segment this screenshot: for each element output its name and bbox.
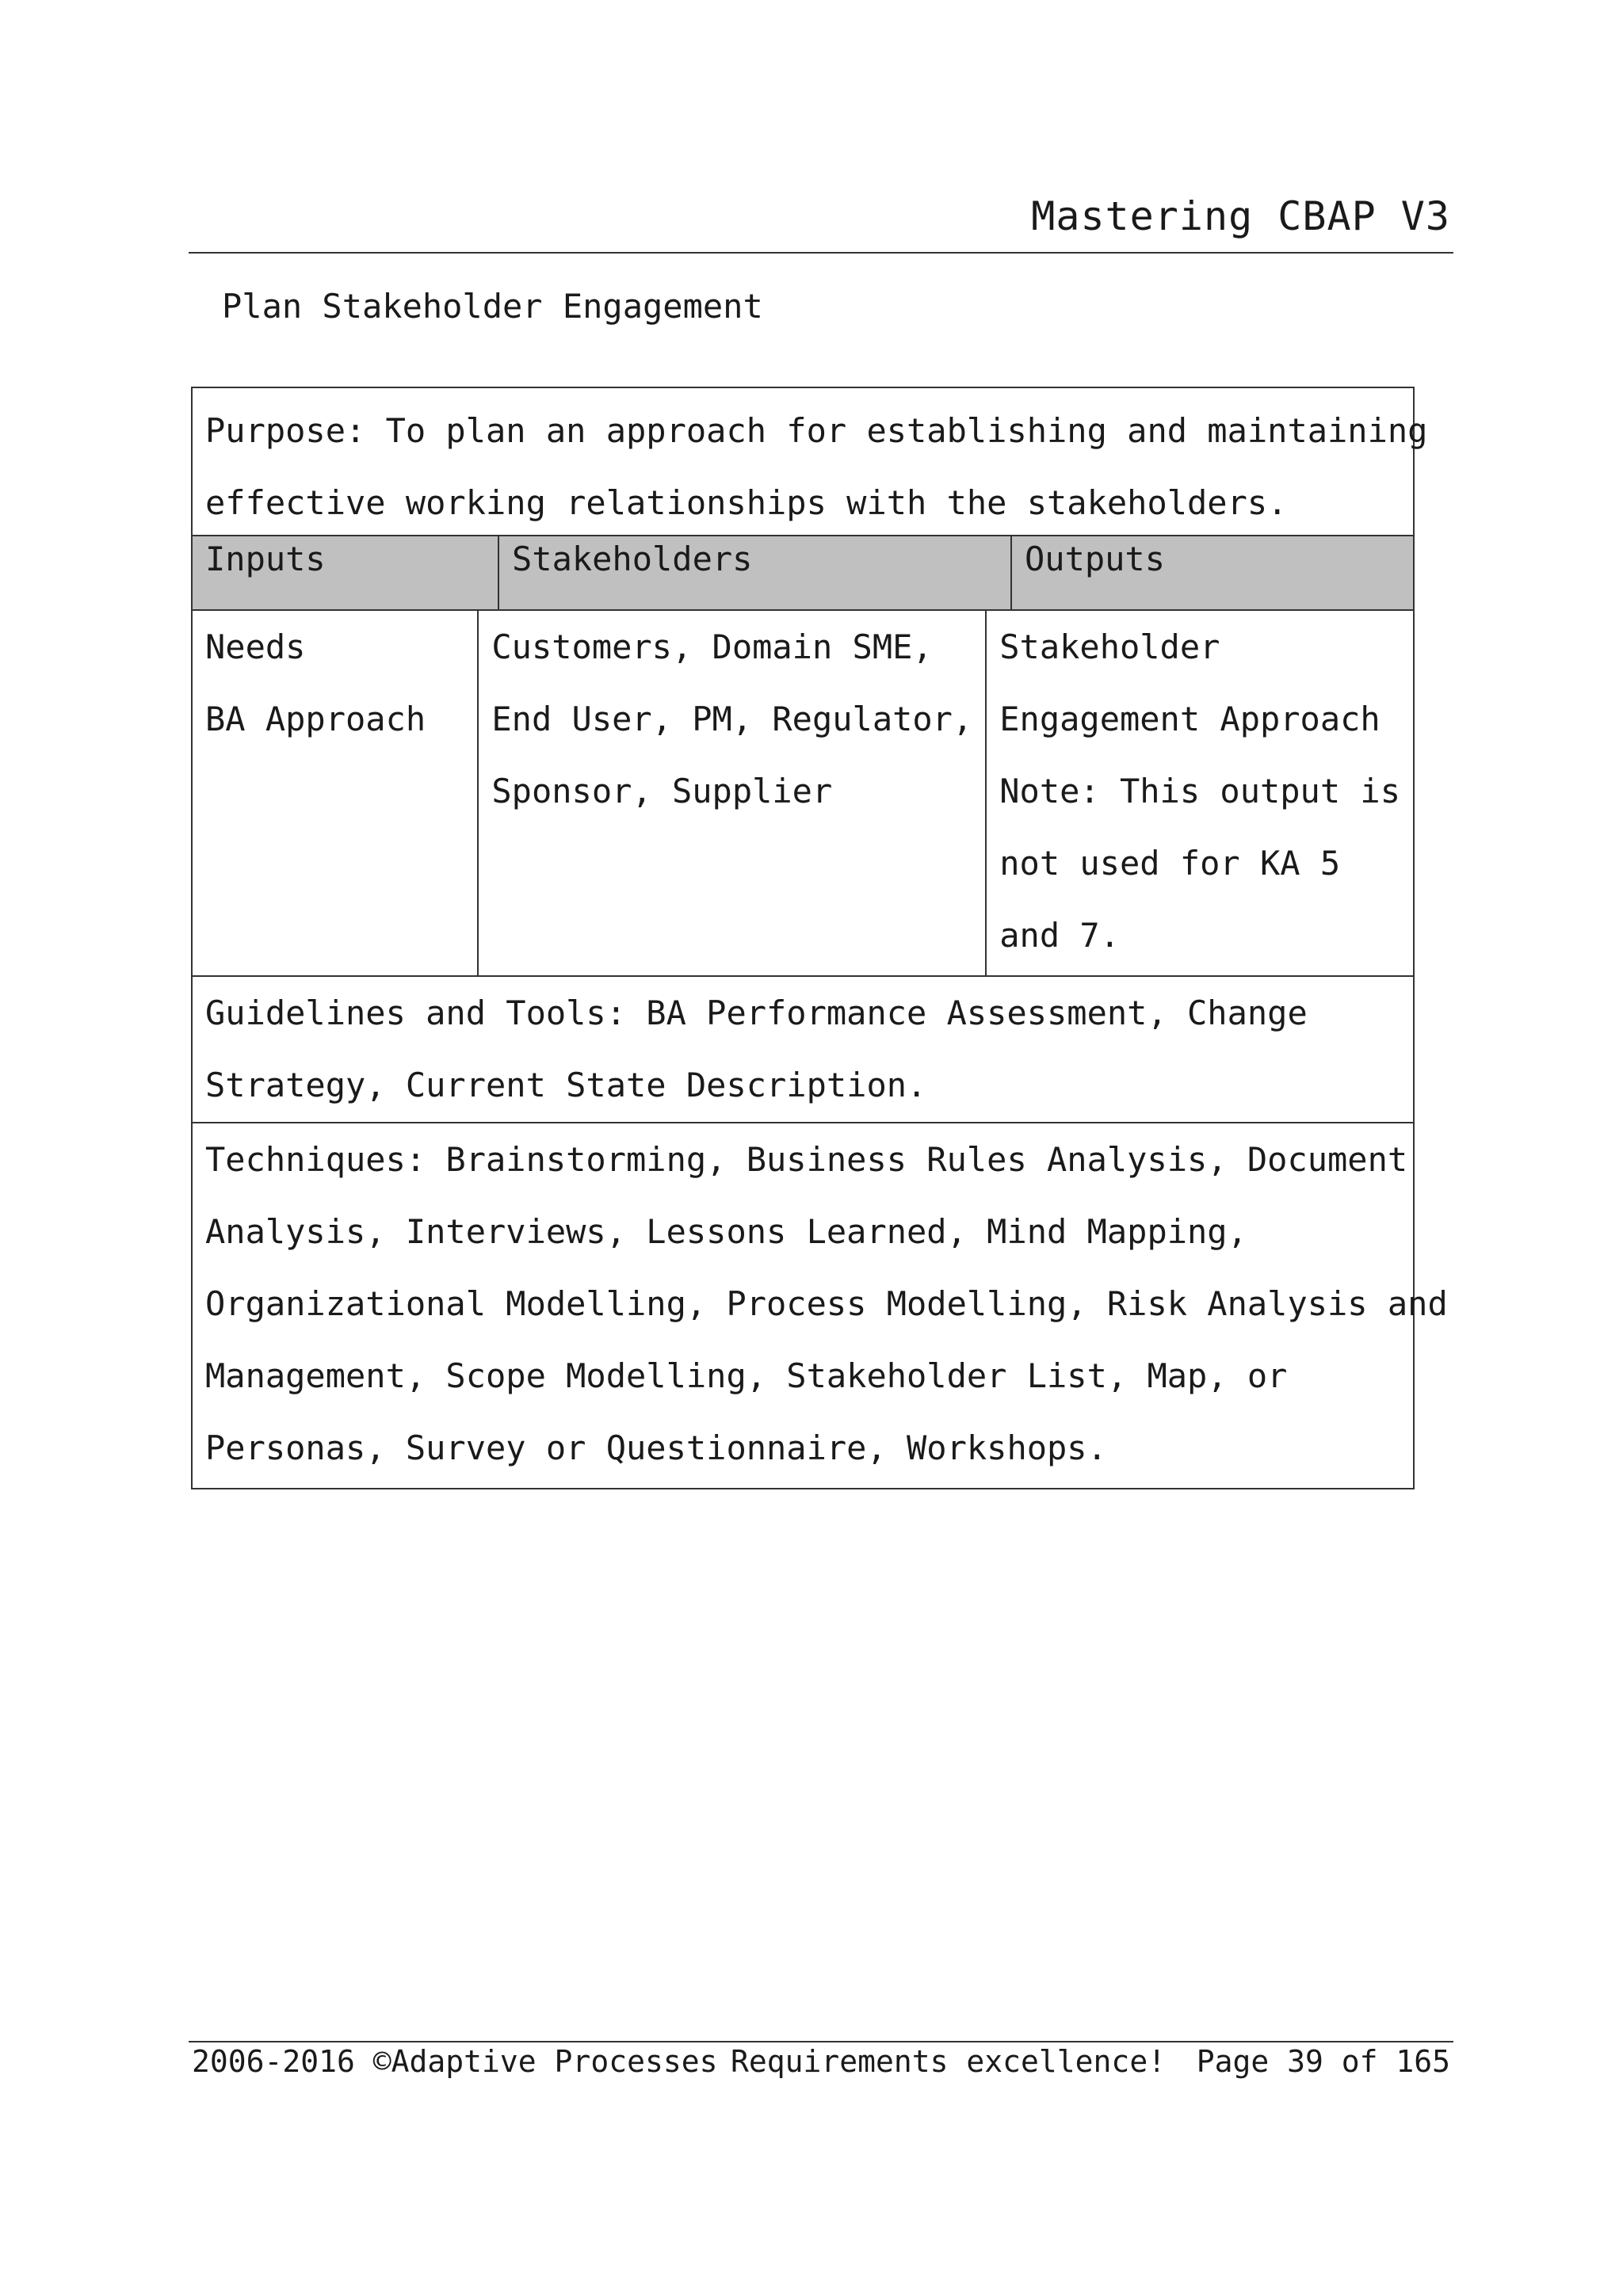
stakeholder-line: Sponsor, Supplier — [491, 772, 833, 810]
output-line: Stakeholder — [999, 627, 1220, 666]
purpose-line: effective working relationships with the stakeholders. — [205, 483, 1288, 522]
techniques-line: Techniques: Brainstorming, Business Rules Analysis, Document — [205, 1140, 1408, 1179]
header-divider — [189, 252, 1453, 254]
guidelines-line: Guidelines and Tools: BA Performance Assessment, Change — [205, 994, 1308, 1032]
footer-tagline: Requirements excellence! — [731, 2044, 1167, 2079]
guidelines-line: Strategy, Current State Description. — [205, 1066, 927, 1104]
techniques-line: Analysis, Interviews, Lessons Learned, Mind Mapping, — [205, 1212, 1247, 1251]
stakeholder-line: Customers, Domain SME, — [491, 627, 933, 666]
techniques-cell — [193, 1123, 1448, 1488]
output-line: and 7. — [999, 916, 1120, 955]
output-line: Engagement Approach — [999, 700, 1381, 738]
header-inputs: Inputs — [205, 540, 326, 578]
techniques-row — [193, 1122, 1448, 1488]
techniques-line: Personas, Survey or Questionnaire, Workshops. — [205, 1428, 1107, 1467]
input-item: BA Approach — [205, 700, 426, 738]
guidelines-row — [193, 975, 1413, 1122]
header-outputs: Outputs — [1010, 536, 1413, 609]
page-header-title: Mastering CBAP V3 — [1031, 193, 1450, 239]
input-item: Needs — [205, 627, 306, 666]
purpose-cell — [193, 395, 1428, 535]
footer-page-number: Page 39 of 165 — [1196, 2044, 1450, 2079]
outputs-cell — [985, 611, 1413, 975]
header-stakeholders: Stakeholders — [498, 536, 1010, 609]
column-header-row — [193, 535, 1413, 609]
footer-copyright: 2006-2016 ©Adaptive Processes — [192, 2044, 718, 2079]
task-summary-table — [191, 387, 1448, 1489]
section-title: Plan Stakeholder Engagement — [222, 287, 763, 326]
stakeholders-cell — [477, 611, 985, 975]
body-row — [193, 609, 1413, 975]
techniques-line: Management, Scope Modelling, Stakeholder List, Map, or — [205, 1356, 1288, 1395]
purpose-row — [193, 388, 1428, 535]
output-line: Note: This output is — [999, 772, 1400, 810]
stakeholder-line: End User, PM, Regulator, — [491, 700, 973, 738]
purpose-line: Purpose: To plan an approach for establishing and maintaining — [205, 411, 1428, 450]
footer-divider — [189, 2041, 1453, 2042]
techniques-line: Organizational Modelling, Process Modelling, Risk Analysis and — [205, 1284, 1448, 1323]
output-line: not used for KA 5 — [999, 844, 1341, 883]
guidelines-cell — [193, 977, 1413, 1122]
inputs-cell — [193, 611, 477, 975]
